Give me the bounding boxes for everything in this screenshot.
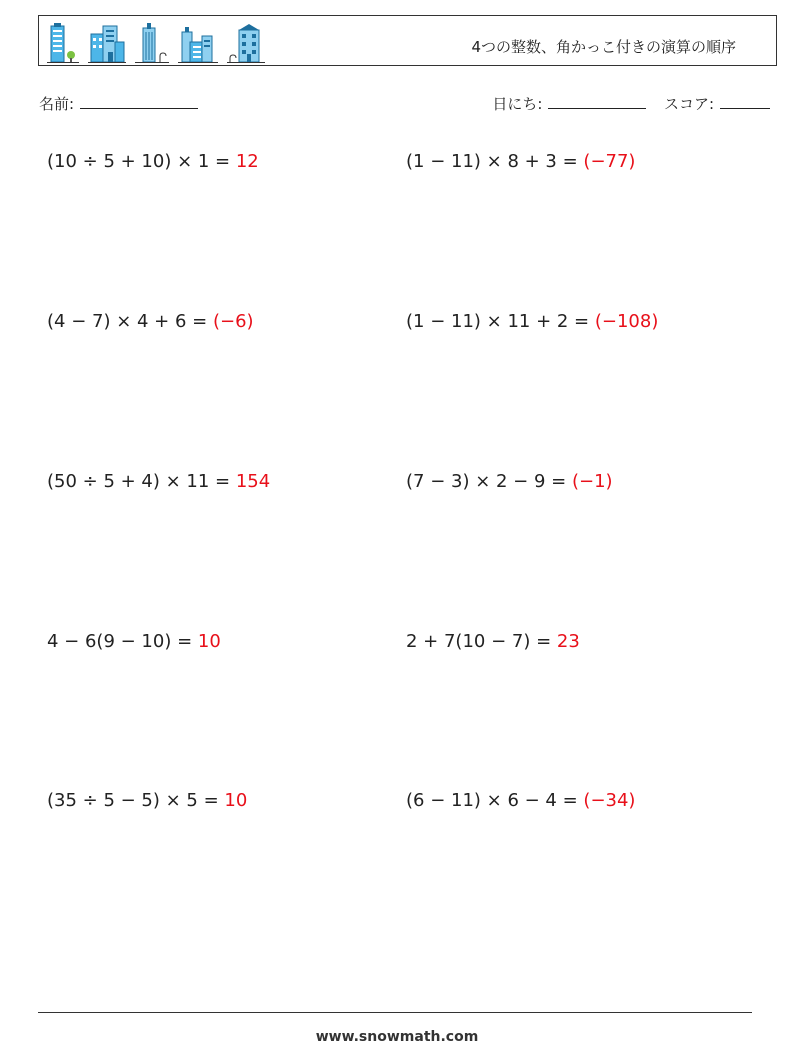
name-field[interactable] (39, 93, 198, 114)
problem-1 (47, 151, 259, 172)
problem-3 (47, 311, 254, 332)
problem-question: 4 − 6(9 − 10) = (47, 631, 198, 652)
problem-answer: 10 (224, 790, 248, 811)
problem-question: (10 ÷ 5 + 10) × 1 = (47, 151, 236, 172)
apartment-building-icon (227, 22, 265, 64)
name-blank[interactable] (80, 94, 198, 109)
header-box (38, 15, 777, 66)
problem-answer: 12 (235, 151, 259, 172)
problem-question: (6 − 11) × 6 − 4 = (406, 790, 584, 811)
problem-answer: 23 (556, 631, 580, 652)
tower-building-icon (47, 22, 79, 64)
problem-question: (4 − 7) × 4 + 6 = (47, 311, 213, 332)
problem-9 (47, 790, 247, 811)
problem-question: (7 − 3) × 2 − 9 = (406, 471, 572, 492)
name-label: 名前: (39, 95, 75, 113)
problem-4 (406, 311, 658, 332)
problem-answer: (−108) (594, 311, 659, 332)
problem-answer: (−34) (583, 790, 636, 811)
problem-7 (47, 631, 221, 652)
problem-question: (50 ÷ 5 + 4) × 11 = (47, 471, 236, 492)
problem-question: (1 − 11) × 11 + 2 = (406, 311, 595, 332)
skyscraper-icon (135, 22, 169, 64)
score-blank[interactable] (720, 94, 770, 109)
score-label: スコア: (663, 95, 714, 113)
problem-answer: 10 (197, 631, 221, 652)
problem-6 (406, 471, 613, 492)
problem-question: 2 + 7(10 − 7) = (406, 631, 557, 652)
problem-answer: (−6) (212, 311, 254, 332)
problem-5 (47, 471, 270, 492)
footer-divider (38, 1012, 752, 1013)
problem-8 (406, 631, 580, 652)
office-building-icon (88, 22, 126, 64)
problem-question: (1 − 11) × 8 + 3 = (406, 151, 584, 172)
worksheet-title: 4つの整数、角かっこ付きの演算の順序 (471, 38, 736, 56)
problem-answer: (−1) (571, 471, 613, 492)
date-score-fields (492, 93, 770, 114)
city-buildings-icon (178, 22, 218, 64)
problem-2 (406, 151, 635, 172)
date-label: 日にち: (492, 95, 543, 113)
problem-question: (35 ÷ 5 − 5) × 5 = (47, 790, 225, 811)
problem-answer: 154 (235, 471, 271, 492)
date-blank[interactable] (548, 94, 646, 109)
building-icons (47, 20, 265, 64)
problem-10 (406, 790, 635, 811)
problem-answer: (−77) (583, 151, 636, 172)
footer-url[interactable]: www.snowmath.com (315, 1029, 479, 1045)
